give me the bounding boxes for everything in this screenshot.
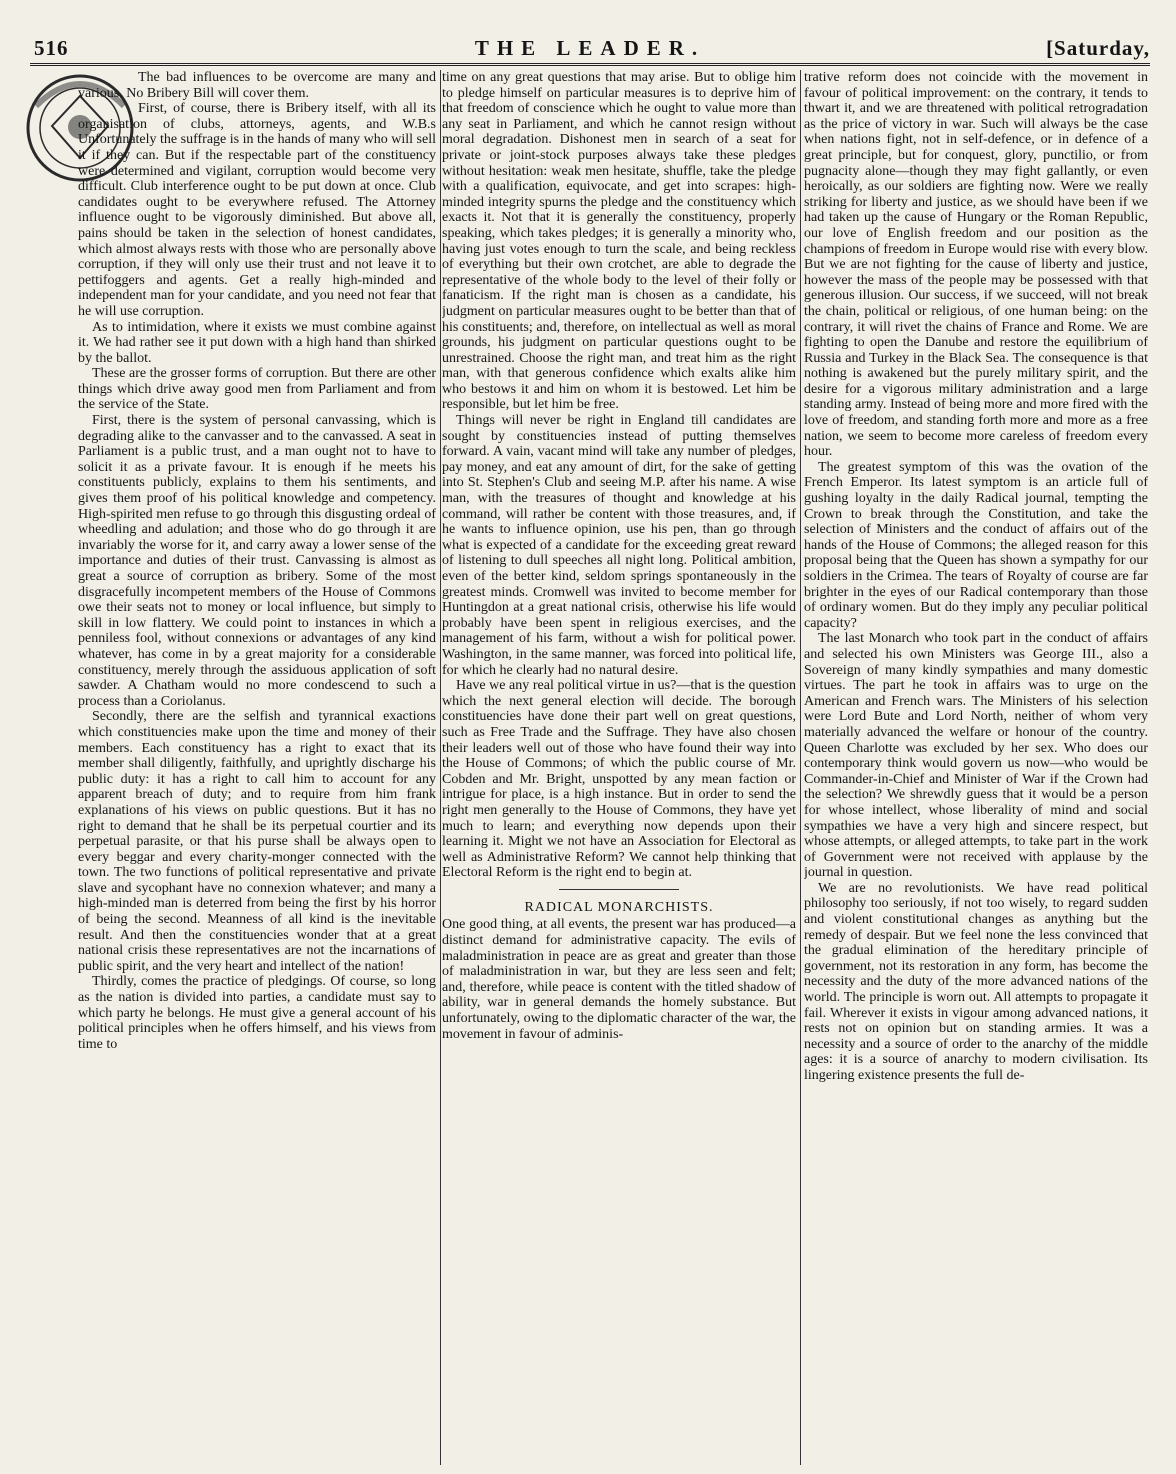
newspaper-title: THE LEADER. <box>474 36 706 60</box>
paragraph: The last Monarch who took part in the conduct of affairs and selected his own Ministers was George III., also a Sovereign of many kindly sympathies and many domestic virtues. The part he took in affairs was to urge on the American and French wars. The Ministers of his selection were Lord Bute and Lord North, neither of whom very materially advanced the welfare or honour of the country. Queen Charlotte was excluded by her sex. Who does our contemporary think would govern us now—who would be Commander-in-Chief and Minister of War if the Crown had the selection? We shrewdly guess that it would be a person for whose intellect, whose liberality of mind and social sympathies we have a very high and sincere respect, but whose attempts, or alleged attempts, to take part in the work of Government were not received with applause by the journal in question. <box>804 631 1148 881</box>
paragraph: Things will never be right in England till candidates are sought by constituencies instead of putting themselves forward. A vain, vacant mind will take any number of pledges, pay money, and eat any amount of dirt, for the sake of getting into St. Stephen's Club and seeing M.P. after his name. A wise man, with the treasures of thought and knowledge at his command, will rather be content with those treasures, and, if he wants to influence opinion, use his pen, than go through what is expected of a candidate for the exceeding great reward of listening to dull speeches all night long. Political ambition, even of the better kind, seldom springs spontaneously in the greatest minds. Cromwell was invited to become member for Huntingdon at a great national crisis, otherwise his life would probably have been spent in religious exercises, and the management of his farm, without a wish for political power. Washington, in the same manner, was forced into political life, for which he clearly had no natural desire. <box>442 413 796 678</box>
paragraph: The greatest symptom of this was the ovation of the French Emperor. Its latest symptom is an article full of gushing loyalty in the daily Radical journal, tempting the Crown to break through the Constitution, and take the selection of Ministers and the conduct of affairs out of the hands of the House of Commons; the alleged reason for this proposal being that the Queen has shown a sympathy for our soldiers in the Crimea. The tears of Royalty of course are far brighter in the eyes of our Radical contemporary than those of ordinary women. But do they imply any peculiar political capacity? <box>804 459 1148 631</box>
paragraph: The bad influences to be overcome are many and various. No Bribery Bill will cover them. <box>78 70 436 101</box>
paragraph: As to intimidation, where it exists we must combine against it. We had rather see it put down with a high hand than shirked by the ballot. <box>78 319 436 366</box>
column-rule-1 <box>440 70 441 1465</box>
paragraph: Have we any real political virtue in us?—that is the question which the next general election will decide. The borough constituencies have done their part well on great questions, such as Free Trade and the Suffrage. They have also chosen their leaders well out of those who have found their way into the House of Commons; of which the public course of Mr. Cobden and Mr. Bright, unspotted by any mean faction or intrigue for place, is a high instance. But in order to send the right men generally to the House of Commons, they have yet much to learn; and everything now depends upon their learning it. Might we not have an Association for Electoral as well as Administrative Reform? We cannot help thinking that Electoral Reform is the right end to begin at. <box>442 678 796 881</box>
column-1 <box>78 70 436 1465</box>
column-3 <box>804 70 1148 1465</box>
paragraph: These are the grosser forms of corruption. But there are other things which drive away good men from Parliament and from the service of the State. <box>78 366 436 413</box>
paragraph: We are no revolutionists. We have read political philosophy too seriously, if not too wisely, to regard sudden and violent constitutional changes as anything but the remedy of despair. But we feel none the less convinced that the gradual elimination of the hereditary principle of government, not its restoration in any form, has become the necessity and the duty of the more advanced nations of the world. The principle is worn out. All attempts to propagate it fail. Wherever it exists in vigour among advanced nations, it rests not on opinion but on standing armies. It was a necessity and a source of order to the anarchy of the middle ages: it is a source of anarchy to modern civilisation. Its lingering existence presents the full de- <box>804 880 1148 1083</box>
masthead-rule <box>30 63 1150 66</box>
page-number: 516 <box>34 36 69 60</box>
paragraph: Thirdly, comes the practice of pledgings. Of course, so long as the nation is divided into parties, a candidate must say to which party he belongs. He must give a general account of his political principles when he offers himself, and his views from time to <box>78 974 436 1052</box>
column-2 <box>442 70 796 1465</box>
article-heading: RADICAL MONARCHISTS. <box>524 899 714 915</box>
paragraph: time on any great questions that may arise. But to oblige him to pledge himself on particular measures is to deprive him of that freedom of conscience which he ought to value more than any seat in Parliament, and which he cannot resign without moral degradation. Dishonest men in search of a seat for private or joint-stock purposes always take these pledges without hesitation: weak men hesitate, shuffle, take the pledge with a qualification, equivocate, and get into scrapes: high-minded integrity spurns the pledge and the constituency which exacts it. Not that it is generally the constituency, properly speaking, which takes pledges; it is generally a minority who, having just votes enough to turn the scale, and being reckless of everything but their own crotchet, are able to degrade the representative of the whole body to the level of their folly or fanaticism. If the right man is chosen as a candidate, his judgment on particular measures ought to be better than that of his constituents; and, therefore, on intellectual as well as moral grounds, his judgment on particular questions ought to be unrestrained. Choose the right man, and treat him as the right man, with that generous confidence which exalts alike him who bestows it and him on whom it is bestowed. Let him be responsible, but let him be free. <box>442 70 796 413</box>
issue-day: [Saturday, <box>1046 36 1150 60</box>
section-divider <box>559 889 679 890</box>
paragraph: First, there is the system of personal canvassing, which is degrading alike to the canvasser and to the canvassed. A seat in Parliament is a public trust, and a man ought not to have to solicit it as a private favour. It is enough if he meets his constituents publicly, explains to them his sentiments, and gives them proof of his political knowledge and competency. High-spirited men refuse to go through this disgusting ordeal of wheedling and adulation; and those who do go through it are invariably the worse for it, and carry away a lower sense of the importance and duties of their trust. Canvassing is almost as great a source of corruption as bribery. Some of the most disgracefully incompetent members of the House of Commons owe their seats not to money or local influence, but simply to skill in low flattery. We could point to instances in which a penniless fool, without connexions or advantages of any kind whatever, has come in by a great majority for a considerable constituency, merely through the assiduous application of soft sawder. A Chatham would no more condescend to such a process than a Coriolanus. <box>78 413 436 709</box>
column-rule-2 <box>800 70 801 1465</box>
paragraph: Secondly, there are the selfish and tyrannical exactions which constituencies make upon the time and money of their members. Each constituency has a right to exact that its member shall diligently, faithfully, and uprightly discharge his public duty: it has a right to call him to account for any apparent breach of duty; and to require from him frank explanations of his views on public questions. But it has no right to demand that he shall be its perpetual courtier and its perpetual parasite, or that his purse shall be always open to every beggar and every charity-monger connected with the town. The two functions of political representative and private slave and sycophant have no connexion whatever; and many a high-minded man is deterred from being the first by his horror of being the second. Meanness of all kind is the inevitable result. And then the constituencies wonder that at a great national crisis these representatives are not the incarnations of public spirit, and the very heart and intellect of the nation! <box>78 709 436 974</box>
paragraph: One good thing, at all events, the present war has produced—a distinct demand for administrative capacity. The evils of maladministration in peace are as great and greater than those of maladministration in war, but they are less seen and felt; and, therefore, while peace is content with the titled shadow of ability, war in general demands the homely substance. But unfortunately, owing to the diplomatic character of the war, the movement in favour of adminis- <box>442 917 796 1042</box>
paragraph: First, of course, there is Bribery itself, with all its organisation of clubs, attorneys, agents, and W.B.s Unfortunately the suffrage is in the hands of many who will sell it if they can. But if the respectable part of the constituency were determined and vigilant, corruption would become very difficult. Club interference ought to be put down at once. Club candidates ought to be everywhere refused. The Attorney influence ought to be vigorously diminished. But above all, pains should be taken in the selection of honest candidates, which almost always rests with those who are personally above corruption, if they will only use their trust and not leave it to pettifoggers and agents. Get a really high-minded and independent man for your candidate, and you need not fear that he will use corruption. <box>78 101 436 319</box>
paragraph: trative reform does not coincide with the movement in favour of political improvement: on the contrary, it tends to thwart it, and we are threatened with political retrogradation as the price of victory in war. Such will always be the case when nations fight, not in self-defence, or in defence of a great principle, but for conquest, glory, punctilio, or from pugnacity alone—though they may fight gallantly, or even heroically, as our soldiers are fighting now. Were we really striking for liberty and justice, as we should have been if we had taken up the cause of Hungary or the Roman Republic, our love of English freedom and our position as the champions of freedom in Europe would rise with every blow. But we are not fighting for the cause of liberty and justice, however the mass of the people may be possessed with that generous illusion. Our success, if we succeed, will not break the chain, political or religious, of one human being: on the contrary, it will rivet the chains of France and Rome. We are fighting to open the Danube and restore the equilibrium of Russia and Turkey in the Black Sea. The consequence is that nothing is awakened but the purely military spirit, and the desire for a vigorous military administration and a large standing army. Instead of being more and more fired with the love of freedom, and standing forth more and more as a free nation, we seem to become more careless of freedom every hour. <box>804 70 1148 460</box>
masthead <box>30 36 1150 62</box>
